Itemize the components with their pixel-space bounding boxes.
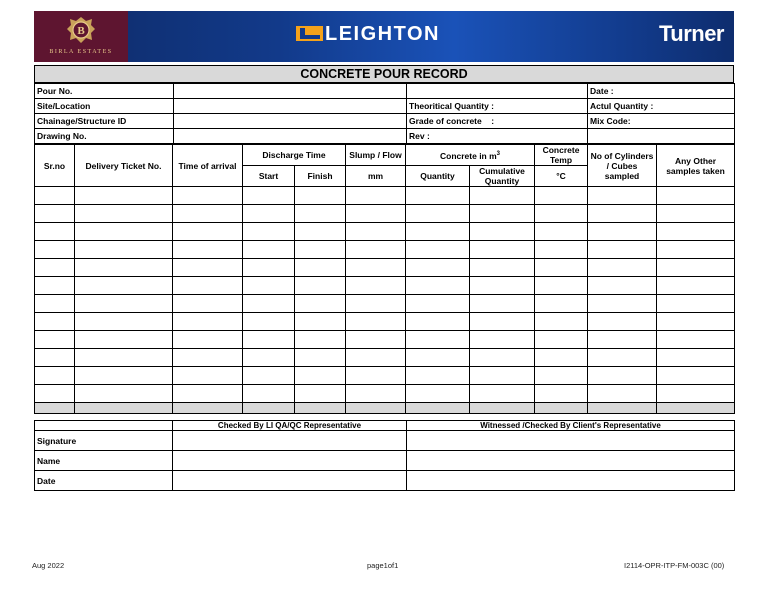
table-row — [35, 295, 735, 313]
col-temp-unit: °C — [535, 166, 588, 187]
table-cell[interactable] — [657, 205, 735, 223]
table-cell[interactable] — [173, 367, 243, 385]
name-label: Name — [35, 451, 173, 471]
table-cell[interactable] — [173, 205, 243, 223]
separator-cell — [406, 403, 470, 414]
table-row — [35, 313, 735, 331]
table-cell[interactable] — [173, 223, 243, 241]
client-date-field[interactable] — [407, 471, 735, 491]
table-cell[interactable] — [75, 205, 173, 223]
table-cell[interactable] — [657, 367, 735, 385]
table-cell[interactable] — [243, 367, 295, 385]
table-cell[interactable] — [535, 277, 588, 295]
col-slump-flow: Slump / Flow — [346, 145, 406, 166]
table-cell[interactable] — [243, 259, 295, 277]
table-cell[interactable] — [470, 187, 535, 205]
table-cell[interactable] — [35, 313, 75, 331]
pour-no-field[interactable] — [174, 84, 407, 99]
separator-cell — [535, 403, 588, 414]
table-cell[interactable] — [35, 331, 75, 349]
birla-estates-logo — [34, 11, 128, 62]
table-cell[interactable] — [535, 367, 588, 385]
table-cell[interactable] — [35, 277, 75, 295]
separator-cell — [470, 403, 535, 414]
table-cell[interactable] — [535, 187, 588, 205]
table-cell[interactable] — [346, 313, 406, 331]
table-cell[interactable] — [406, 295, 470, 313]
turner-logo: Turner — [658, 21, 724, 46]
table-row — [35, 349, 735, 367]
table-cell[interactable] — [588, 331, 657, 349]
table-cell[interactable] — [243, 295, 295, 313]
svg-text:B: B — [77, 25, 85, 37]
table-cell[interactable] — [470, 277, 535, 295]
mix-code-label[interactable]: Mix Code: — [588, 114, 735, 129]
table-cell[interactable] — [173, 187, 243, 205]
table-row — [35, 241, 735, 259]
client-signature-field[interactable] — [407, 431, 735, 451]
table-cell[interactable] — [243, 187, 295, 205]
table-cell[interactable] — [470, 331, 535, 349]
table-cell[interactable] — [657, 241, 735, 259]
table-cell[interactable] — [295, 385, 346, 403]
table-cell[interactable] — [588, 349, 657, 367]
drawing-no-label: Drawing No. — [35, 129, 174, 144]
table-cell[interactable] — [470, 295, 535, 313]
chainage-field[interactable] — [174, 114, 407, 129]
table-cell[interactable] — [75, 313, 173, 331]
table-row — [35, 223, 735, 241]
table-cell[interactable] — [657, 313, 735, 331]
table-cell[interactable] — [470, 349, 535, 367]
table-cell[interactable] — [588, 241, 657, 259]
table-cell[interactable] — [470, 385, 535, 403]
leighton-mark-icon — [296, 26, 323, 41]
table-cell[interactable] — [243, 349, 295, 367]
table-cell[interactable] — [588, 367, 657, 385]
table-cell[interactable] — [173, 295, 243, 313]
table-cell[interactable] — [588, 205, 657, 223]
table-cell[interactable] — [295, 241, 346, 259]
table-cell[interactable] — [75, 349, 173, 367]
table-cell[interactable] — [346, 187, 406, 205]
li-name-field[interactable] — [173, 451, 407, 471]
table-cell[interactable] — [470, 223, 535, 241]
table-cell[interactable] — [35, 385, 75, 403]
table-cell[interactable] — [173, 385, 243, 403]
table-cell[interactable] — [75, 187, 173, 205]
header-banner — [34, 11, 734, 62]
table-cell[interactable] — [243, 223, 295, 241]
table-cell[interactable] — [406, 259, 470, 277]
theoretical-quantity-label[interactable]: Theoritical Quantity : — [407, 99, 588, 114]
birla-crest-icon — [64, 15, 98, 47]
table-cell[interactable] — [75, 367, 173, 385]
table-cell[interactable] — [75, 223, 173, 241]
footer-doc-code: I2114-OPR-ITP-FM-003C (00) — [624, 561, 725, 570]
page-title: CONCRETE POUR RECORD — [34, 65, 734, 83]
separator-cell — [295, 403, 346, 414]
table-cell[interactable] — [470, 367, 535, 385]
table-cell[interactable] — [243, 205, 295, 223]
table-cell[interactable] — [295, 349, 346, 367]
table-cell[interactable] — [295, 277, 346, 295]
table-cell[interactable] — [657, 295, 735, 313]
table-cell[interactable] — [173, 349, 243, 367]
table-cell[interactable] — [75, 259, 173, 277]
footer-date: Aug 2022 — [32, 561, 65, 570]
table-cell[interactable] — [295, 187, 346, 205]
table-cell[interactable] — [588, 313, 657, 331]
table-cell[interactable] — [588, 295, 657, 313]
table-cell[interactable] — [406, 187, 470, 205]
table-cell[interactable] — [346, 367, 406, 385]
table-cell[interactable] — [535, 223, 588, 241]
table-cell[interactable] — [406, 349, 470, 367]
table-cell[interactable] — [75, 241, 173, 259]
table-cell[interactable] — [406, 277, 470, 295]
signoff-spacer — [35, 421, 173, 431]
table-cell[interactable] — [406, 205, 470, 223]
table-cell[interactable] — [346, 259, 406, 277]
table-cell[interactable] — [243, 277, 295, 295]
table-cell[interactable] — [406, 367, 470, 385]
leighton-text: LEIGHTON — [325, 23, 440, 45]
witnessed-by-header: Witnessed /Checked By Client's Representative — [407, 421, 735, 431]
table-cell[interactable] — [346, 277, 406, 295]
col-discharge-time: Discharge Time — [243, 145, 346, 166]
table-cell[interactable] — [75, 295, 173, 313]
table-cell[interactable] — [243, 331, 295, 349]
table-cell[interactable] — [406, 313, 470, 331]
table-cell[interactable] — [406, 331, 470, 349]
table-cell[interactable] — [406, 241, 470, 259]
footer-page: page1of1 — [367, 561, 399, 570]
col-delivery-ticket: Delivery Ticket No. — [75, 145, 173, 187]
col-cylinders: No of Cylinders / Cubes sampled — [588, 145, 657, 187]
table-row — [35, 259, 735, 277]
table-cell[interactable] — [35, 241, 75, 259]
table-cell[interactable] — [295, 259, 346, 277]
table-cell[interactable] — [75, 331, 173, 349]
pour-no-label: Pour No. — [35, 84, 174, 99]
table-cell[interactable] — [346, 385, 406, 403]
table-cell[interactable] — [470, 205, 535, 223]
table-cell[interactable] — [35, 205, 75, 223]
pour-info-table — [34, 83, 735, 144]
table-cell[interactable] — [346, 223, 406, 241]
table-cell[interactable] — [243, 313, 295, 331]
table-cell[interactable] — [535, 241, 588, 259]
table-cell[interactable] — [535, 205, 588, 223]
table-cell[interactable] — [295, 223, 346, 241]
table-cell[interactable] — [35, 259, 75, 277]
table-cell[interactable] — [243, 241, 295, 259]
drawing-no-field[interactable] — [174, 129, 407, 144]
table-cell[interactable] — [173, 241, 243, 259]
separator-cell — [346, 403, 406, 414]
date-label[interactable]: Date : — [588, 84, 735, 99]
table-row — [35, 385, 735, 403]
table-cell[interactable] — [657, 277, 735, 295]
table-separator-row — [35, 403, 735, 414]
table-cell[interactable] — [406, 223, 470, 241]
signature-label: Signature — [35, 431, 173, 451]
table-cell[interactable] — [535, 313, 588, 331]
li-date-field[interactable] — [173, 471, 407, 491]
table-cell[interactable] — [535, 295, 588, 313]
table-cell[interactable] — [295, 331, 346, 349]
table-cell[interactable] — [588, 385, 657, 403]
table-cell[interactable] — [657, 331, 735, 349]
table-cell[interactable] — [657, 259, 735, 277]
site-location-field[interactable] — [174, 99, 407, 114]
separator-cell — [173, 403, 243, 414]
table-cell[interactable] — [35, 367, 75, 385]
table-cell[interactable] — [657, 349, 735, 367]
col-time-of-arrival: Time of arrival — [173, 145, 243, 187]
table-cell[interactable] — [588, 259, 657, 277]
pour-no-extra-field[interactable] — [407, 84, 588, 99]
table-cell[interactable] — [657, 223, 735, 241]
table-row — [35, 205, 735, 223]
table-cell[interactable] — [346, 349, 406, 367]
col-sr-no: Sr.no — [35, 145, 75, 187]
grade-label[interactable]: Grade of concrete : — [407, 114, 588, 129]
table-cell[interactable] — [535, 331, 588, 349]
chainage-label: Chainage/Structure ID — [35, 114, 174, 129]
table-cell[interactable] — [657, 187, 735, 205]
col-other-samples: Any Other samples taken — [657, 145, 735, 187]
table-cell[interactable] — [470, 259, 535, 277]
table-cell[interactable] — [535, 385, 588, 403]
table-cell[interactable] — [243, 385, 295, 403]
table-cell[interactable] — [295, 295, 346, 313]
col-concrete-in — [406, 145, 535, 166]
table-row — [35, 367, 735, 385]
table-row — [35, 331, 735, 349]
birla-estates-text: BIRLA ESTATES — [49, 49, 113, 55]
table-row — [35, 187, 735, 205]
separator-cell — [588, 403, 657, 414]
table-cell[interactable] — [35, 187, 75, 205]
table-cell[interactable] — [346, 205, 406, 223]
rev-label[interactable]: Rev : — [407, 129, 588, 144]
table-cell[interactable] — [657, 385, 735, 403]
table-cell[interactable] — [75, 277, 173, 295]
site-location-label: Site/Location — [35, 99, 174, 114]
table-row — [35, 277, 735, 295]
rev-extra-field[interactable] — [588, 129, 735, 144]
separator-cell — [35, 403, 75, 414]
col-cumulative-quantity: Cumulative Quantity — [470, 166, 535, 187]
checked-by-header: Checked By LI QA/QC Representative — [173, 421, 407, 431]
cube-superscript: 3 — [496, 151, 501, 158]
table-cell[interactable] — [295, 367, 346, 385]
table-cell[interactable] — [470, 241, 535, 259]
separator-cell — [75, 403, 173, 414]
table-cell[interactable] — [588, 277, 657, 295]
table-cell[interactable] — [346, 295, 406, 313]
table-cell[interactable] — [75, 385, 173, 403]
table-cell[interactable] — [346, 331, 406, 349]
concrete-in-label: Concrete in m — [439, 150, 497, 161]
signoff-table — [34, 420, 735, 491]
separator-cell — [657, 403, 735, 414]
table-cell[interactable] — [470, 313, 535, 331]
table-cell[interactable] — [173, 259, 243, 277]
li-signature-field[interactable] — [173, 431, 407, 451]
table-cell[interactable] — [295, 313, 346, 331]
table-cell[interactable] — [535, 349, 588, 367]
col-finish: Finish — [295, 166, 346, 187]
table-cell[interactable] — [173, 277, 243, 295]
actual-quantity-label[interactable]: Actul Quantity : — [588, 99, 735, 114]
col-start: Start — [243, 166, 295, 187]
separator-cell — [243, 403, 295, 414]
col-slump-unit: mm — [346, 166, 406, 187]
table-cell[interactable] — [173, 313, 243, 331]
client-name-field[interactable] — [407, 451, 735, 471]
table-cell[interactable] — [35, 223, 75, 241]
table-cell[interactable] — [173, 331, 243, 349]
table-cell[interactable] — [295, 205, 346, 223]
table-cell[interactable] — [535, 259, 588, 277]
col-concrete-temp: Concrete Temp — [535, 145, 588, 166]
table-cell[interactable] — [406, 385, 470, 403]
table-cell[interactable] — [35, 295, 75, 313]
col-quantity: Quantity — [406, 166, 470, 187]
table-cell[interactable] — [588, 187, 657, 205]
date-label-signoff: Date — [35, 471, 173, 491]
pour-log-table — [34, 144, 735, 414]
pour-log-body — [35, 187, 735, 414]
table-cell[interactable] — [588, 223, 657, 241]
table-cell[interactable] — [35, 349, 75, 367]
table-cell[interactable] — [346, 241, 406, 259]
